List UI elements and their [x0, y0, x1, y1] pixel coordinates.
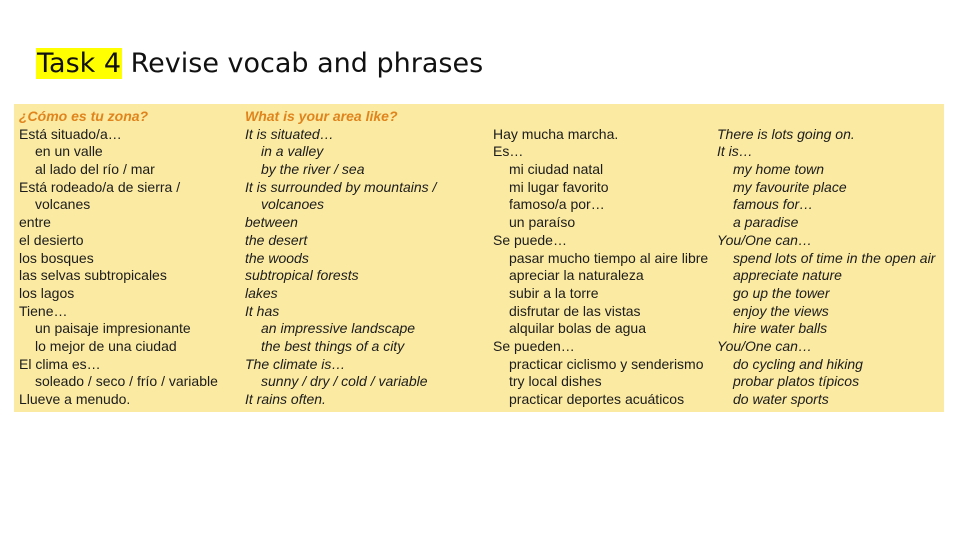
title-text: Revise vocab and phrases [122, 48, 484, 79]
vocab-line: los lagos [19, 284, 75, 301]
vocab-line: appreciate nature [733, 267, 842, 284]
vocab-line: las selvas subtropicales [19, 267, 167, 284]
english-column-1 [245, 108, 436, 409]
vocab-line: enjoy the views [733, 302, 829, 319]
vocab-line: el desierto [19, 231, 84, 248]
spanish-column-1 [19, 108, 218, 409]
vocab-line: subir a la torre [509, 284, 599, 301]
english-column-2 [717, 108, 935, 409]
vocab-line: un paisaje impresionante [35, 320, 191, 337]
vocab-line: my favourite place [733, 178, 847, 195]
vocab-line: practicar deportes acuáticos [509, 391, 685, 407]
page-title [36, 48, 483, 79]
vocab-line: the desert [245, 231, 308, 248]
vocab-line: soleado / seco / frío / variable [35, 373, 218, 390]
vocab-line: do cycling and hiking [733, 355, 863, 372]
vocab-line: entre [19, 214, 51, 231]
vocab-line: alquilar bolas de agua [509, 320, 646, 337]
vocab-line: try local dishes [509, 373, 602, 390]
vocab-line: Está situado/a… [19, 125, 122, 142]
vocab-line: disfrutar de las vistas [509, 302, 641, 319]
vocab-line: mi ciudad natal [509, 161, 604, 178]
vocab-line: do water sports [733, 391, 829, 407]
vocab-line: the woods [245, 249, 309, 266]
vocab-line: between [245, 214, 298, 231]
vocab-line: It is… [717, 143, 753, 160]
vocab-line: Llueve a menudo. [19, 391, 131, 407]
vocab-line: Se puede… [493, 231, 567, 248]
vocab-line: sunny / dry / cold / variable [261, 373, 428, 390]
vocab-line: my home town [733, 161, 825, 178]
vocab-line: in a valley [261, 143, 324, 160]
col1-heading: ¿Cómo es tu zona? [19, 108, 149, 124]
vocab-line: probar platos típicos [733, 373, 860, 390]
vocab-line: The climate is… [245, 355, 346, 372]
vocab-line: El clima es… [19, 355, 101, 372]
vocab-line: volcanes [35, 196, 91, 213]
spacer-line [493, 108, 708, 126]
vocab-line: un paraíso [509, 214, 576, 231]
vocab-line: It has [245, 302, 280, 319]
vocab-line: Hay mucha marcha. [493, 125, 619, 142]
vocab-line: Es… [493, 143, 524, 160]
vocab-line: en un valle [35, 143, 103, 160]
vocab-line: famoso/a por… [509, 196, 605, 213]
vocab-line: mi lugar favorito [509, 178, 609, 195]
spanish-column-2 [493, 108, 708, 409]
vocab-line: There is lots going on. [717, 125, 855, 142]
vocab-line: a paradise [733, 214, 799, 231]
vocab-line: famous for… [733, 196, 814, 213]
vocab-line: by the river / sea [261, 161, 365, 178]
vocab-line: al lado del río / mar [35, 161, 155, 178]
vocab-line: spend lots of time in the open air [733, 249, 936, 266]
vocab-line: Tiene… [19, 302, 68, 319]
vocab-line: volcanoes [261, 196, 325, 213]
vocab-line: apreciar la naturaleza [509, 267, 644, 284]
vocab-line: the best things of a city [261, 337, 405, 354]
vocab-line: It is surrounded by mountains / [245, 178, 437, 195]
vocab-line: It is situated… [245, 125, 334, 142]
vocab-line: practicar ciclismo y senderismo [509, 355, 704, 372]
vocab-panel [14, 104, 944, 412]
vocab-line: lakes [245, 284, 278, 301]
vocab-line: go up the tower [733, 284, 830, 301]
vocab-line: hire water balls [733, 320, 828, 337]
vocab-line: los bosques [19, 249, 94, 266]
spacer-line [717, 108, 935, 126]
vocab-line: an impressive landscape [261, 320, 416, 337]
vocab-line: lo mejor de una ciudad [35, 337, 177, 354]
vocab-line: It rains often. [245, 391, 326, 407]
task-label: Task 4 [37, 48, 122, 79]
col2-heading: What is your area like? [245, 108, 398, 124]
vocab-line: Está rodeado/a de sierra / [19, 178, 181, 195]
vocab-line: subtropical forests [245, 267, 359, 284]
vocab-line: You/One can… [717, 337, 812, 354]
vocab-line: Se pueden… [493, 337, 575, 354]
vocab-line: pasar mucho tiempo al aire libre [509, 249, 709, 266]
vocab-line: You/One can… [717, 231, 812, 248]
